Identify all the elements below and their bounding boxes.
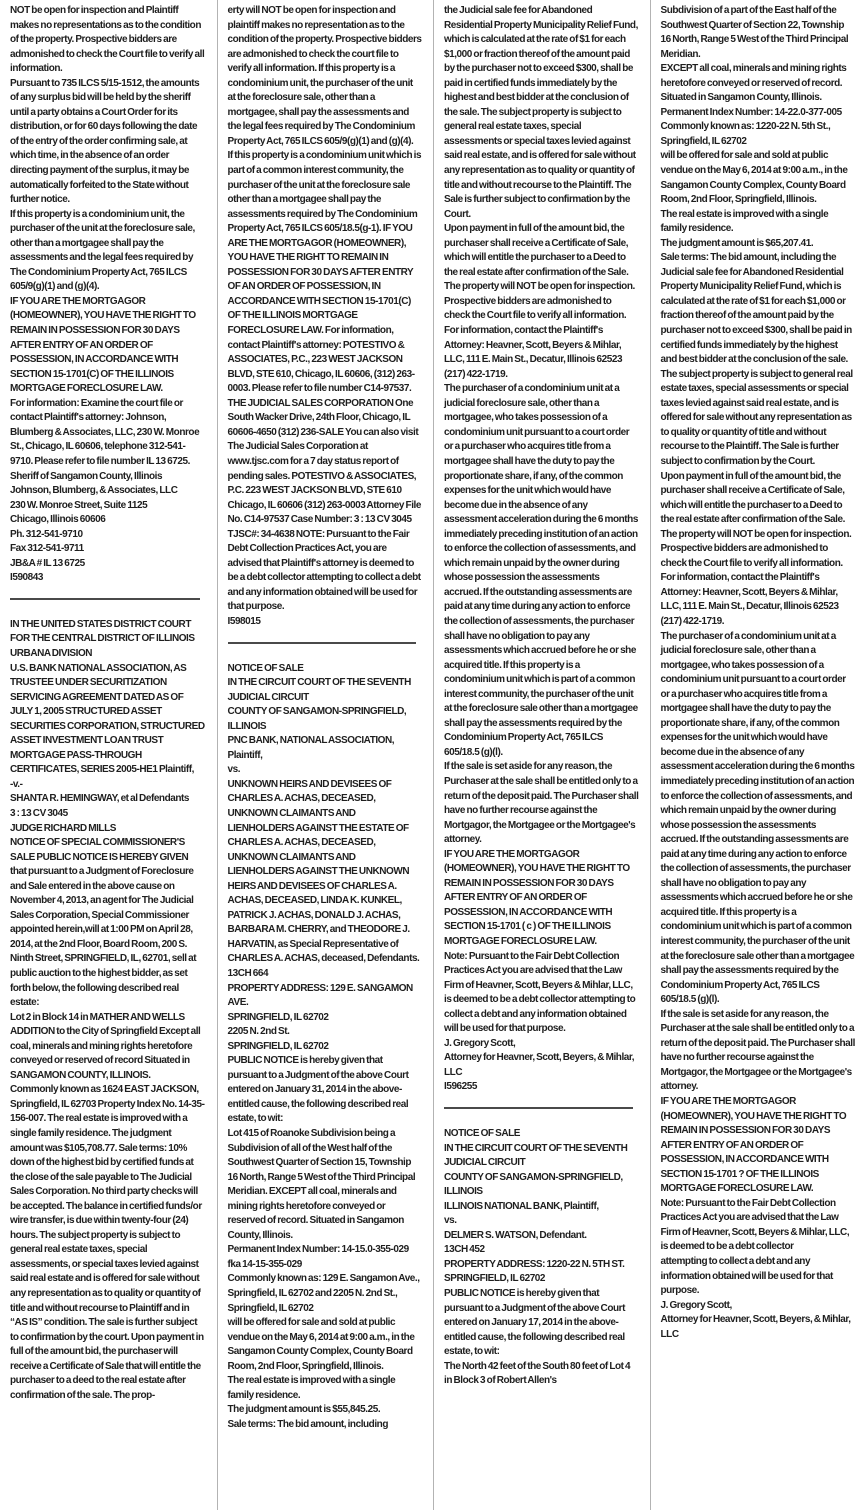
notice-paragraph: Sheriff of Sangamon County, Illinois — [10, 470, 163, 482]
notice-paragraph: J. Gregory Scott, — [660, 1299, 732, 1311]
notice-paragraph: 2205 N. 2nd St. — [227, 1026, 290, 1038]
notice-paragraph: PNC BANK, NATIONAL ASSOCIATION, Plaintiff, — [227, 735, 395, 761]
notice-divider — [10, 598, 200, 600]
notice-paragraph: NOTICE OF SPECIAL COMMISSIONER'S SALE PUBLIC NOTICE IS HEREBY GIVEN that pursuant to a Judgment of Foreclosure and Sale entered in the above cause on November 4, 2013, an agent for The Judicial Sales Corporation, Special Commissioner appointed herein,will at 1:00 PM on April 28, 2014, at the 2nd Floor, Board Room, 200 S. Ninth Street, SPRINGFIELD, IL, 62701, sell at public auction to the highest bidder, as set forth below, the following described real estate: — [10, 837, 197, 1009]
notice-paragraph: 230 W. Monroe Street, Suite 1125 — [10, 499, 148, 511]
notice-paragraph: The North 42 feet of the South 80 feet of Lot 4 in Block 3 of Robert Allen's — [444, 1360, 631, 1387]
notice-paragraph: Johnson, Blumberg, & Associates, LLC — [10, 485, 178, 497]
notice-paragraph: Pursuant to 735 ILCS 5/15-1512, the amounts of any surplus bid will be held by the sheriff until a party obtains a Court Order for its distribution, or for 60 days following the date of the entry of the order confirming sale, at which time, in the absence of an order directing payment of the surplus, it may be automatically forfeited to the State without further notice. — [10, 77, 200, 206]
notice-paragraph: If the sale is set aside for any reason, the Purchaser at the sale shall be entitled only to a return of the deposit paid. The Purchaser shall have no further recourse against the Mortgagor, the Mortgagee or the Mortgagee's attorney. — [444, 761, 639, 846]
notice-paragraph: Upon payment in full of the amount bid, the purchaser shall receive a Certificate of Sale, which will entitle the purchaser to a Deed to the real estate after confirmation of the Sale. — [444, 223, 629, 278]
notice-paragraph: If this property is a condominium unit which is part of a common interest community, the purchaser of the unit at the foreclosure sale other than a mortgagee shall pay the assessments required by The Condominium Property Act, 765 ILCS 605/18.5(g-1). IF YOU ARE THE MORTGAGOR (HOMEOWNER), YOU HAVE THE RIGHT TO REMAIN IN POSSESSION FOR 30 DAYS AFTER ENTRY OF AN ORDER OF POSSESSION, IN ACCORDANCE WITH SECTION 15-1701(C) OF THE ILLINOIS MORTGAGE FORECLOSURE LAW. For information, contact Plaintiff's attorney: POTESTIVO & ASSOCIATES, P.C., 223 WEST JACKSON BLVD, STE 610, Chicago, IL 60606, (312) 263-0003. Please refer to file number C14-97537. THE JUDICIAL SALES CORPORATION One South Wacker Drive, 24th Floor, Chicago, IL 60606-4650 (312) 236-SALE You can also visit The Judicial Sales Corporation at www.tjsc.com for a 7 day status report of pending sales. POTESTIVO & ASSOCIATES, P.C. 223 WEST JACKSON BLVD, STE 610 Chicago, IL 60606 (312) 263-0003 Attorney File No. C14-97537 Case Number: 3 : 13 CV 3045 TJSC#: 34-4638 NOTE: Pursuant to the Fair Debt Collection Practices Act, you are advised that Plaintiff's attorney is deemed to be a debt collector attempting to collect a debt and any information obtained will be used for that purpose. — [227, 150, 422, 613]
notice-paragraph: COUNTY OF SANGAMON-SPRINGFIELD, ILLINOIS — [227, 706, 407, 732]
notice-divider — [444, 1107, 633, 1109]
notice-block — [10, 618, 206, 1404]
notice-paragraph: SPRINGFIELD, IL 62702 — [227, 1011, 329, 1023]
notice-paragraph: I598015 — [227, 615, 261, 627]
notice-column-4 — [650, 0, 866, 1510]
notice-paragraph: Attorney for Heavner, Scott, Beyers, & Mihlar, LLC — [660, 1314, 851, 1340]
notice-paragraph: Commonly known as 1624 EAST JACKSON, Springfield, IL 62703 Property Index No. 14-35-156-007. The real estate is improved with a single family residence. The judgment amount was $105,708.77. Sale terms: 10% down of the highest bid by certified funds at the close of the sale payable to The Judicial Sales Corporation. No third party checks will be accepted. The balance in certified funds/or wire transfer, is due within twenty-four (24) hours. The subject property is subject to general real estate taxes, special assessments, or special taxes levied against said real estate and is offered for sale without any representation as to quality or quantity of title and without recourse to Plaintiff and in “AS IS” condition. The sale is further subject to confirmation by the court. Upon payment in full of the amount bid, the purchaser will receive a Certificate of Sale that will entitle the purchaser to a deed to the real estate after confirmation of the sale. The prop- — [10, 1084, 205, 1401]
notice-paragraph: The real estate is improved with a single family residence. — [660, 208, 829, 235]
notice-paragraph: ILLINOIS NATIONAL BANK, Plaintiff, — [444, 1200, 599, 1212]
notice-paragraph: For information: Examine the court file or contact Plaintiff's attorney: Johnson, Blumberg & Associates, LLC, 230 W. Monroe St., Chicago, IL 60606, telephone 312-541-9710. Please refer to file number IL 13 6725. — [10, 397, 200, 467]
notice-paragraph: Upon payment in full of the amount bid, the purchaser shall receive a Certificate of Sale, which will entitle the purchaser to a Deed to the real estate after confirmation of the Sale. — [660, 470, 845, 526]
notice-paragraph: IN THE CIRCUIT COURT OF THE SEVENTH JUDICIAL CIRCUIT — [444, 1142, 628, 1169]
notice-block — [10, 4, 206, 586]
notice-paragraph: Commonly known as: 1220-22 N. 5th St., Springfield, IL 62702 — [660, 121, 831, 147]
notice-paragraph: If the sale is set aside for any reason, the Purchaser at the sale shall be entitled only to a return of the deposit paid. The Purchaser shall have no further recourse against the Mortgagor, the Mortgagee or the Mortgagee's attorney. — [660, 1008, 855, 1093]
notice-paragraph: Sale terms: The bid amount, including the Judicial sale fee for Abandoned Residential Property Municipality Relief Fund, which is calculated at the rate of $1 for each $1,000 or fraction thereof of the amount paid by the purchaser not to exceed $300, shall be paid in certified funds immediately by the highest and best bidder at the conclusion of the sale. The subject property is subject to general real estate taxes, special assessments or special taxes levied against said real estate, and is offered for sale without any representation as to quality or quantity of title and without recourse to the Plaintiff. The Sale is further subject to confirmation by the Court. — [660, 252, 853, 467]
notice-paragraph: DELMER S. WATSON, Defendant. — [444, 1229, 587, 1241]
notice-paragraph: NOTICE OF SALE — [227, 662, 304, 674]
notice-paragraph: The purchaser of a condominium unit at a judicial foreclosure sale, other than a mortgagee, who takes possession of a condominium unit pursuant to a court order or a purchaser who acquires title from a mortgagee shall have the duty to pay the proportionate share, if any, of the common expenses for the unit which would have become due in the absence of any assessment acceleration during the 6 months immediately preceding institution of an action to enforce the collection of assessments, and which remain unpaid by the owner during whose possession the assessments accrued. If the outstanding assessments are paid at any time during any action to enforce the collection of assessments, the purchaser shall have no obligation to pay any assessments which accrued before he or she acquired title. If this property is a condominium unit which is part of a common interest community, the purchaser of the unit at the foreclosure sale other than a mortgagee shall pay the assessments required by the Condominium Property Act, 765 ILCS 605/18.5 (g)(l). — [444, 383, 638, 758]
notice-paragraph: the Judicial sale fee for Abandoned Residential Property Municipality Relief Fund, which is calculated at the rate of $1 for each $1,000 or fraction thereof of the amount paid by the purchaser not to exceed $300, shall be paid in certified funds immediately by the highest and best bidder at the conclusion of the sale. The subject property is subject to general real estate taxes, special assessments or special taxes levied against said real estate, and is offered for sale without any representation as to quality or quantity of title and without recourse to the Plaintiff. The Sale is further subject to confirmation by the Court. — [444, 5, 638, 220]
notice-paragraph: The judgment amount is $55,845.25. — [227, 1404, 381, 1416]
notice-block — [444, 1127, 639, 1389]
notice-paragraph: erty will NOT be open for inspection and plaintiff makes no representation as to the condition of the property. Prospective bidders are admonished to check the court file to verify all information. If this property is a condominium unit, the purchaser of the unit at the foreclosure sale, other than a mortgagee, shall pay the assessments and the legal fees required by The Condominium Property Act, 765 ILCS 605/9(g)(1) and (g)(4). — [227, 5, 422, 147]
notice-paragraph: IF YOU ARE THE MORTGAGOR (HOMEOWNER), YOU HAVE THE RIGHT TO REMAIN IN POSSESSION FOR 30 DAYS AFTER ENTRY OF AN ORDER OF POSSESSION, IN ACCORDANCE WITH SECTION 15-1701(C) OF THE ILLINOIS MORTGAGE FORECLOSURE LAW. — [10, 295, 196, 395]
notice-paragraph: vs. — [444, 1215, 457, 1227]
notice-paragraph: The purchaser of a condominium unit at a judicial foreclosure sale, other than a mortgagee, who takes possession of a condominium unit pursuant to a court order or a purchaser who acquires title from a mortgagee shall have the duty to pay the proportionate share, if any, of the common expenses for the unit which would have become due in the absence of any assessment acceleration during the 6 months immediately preceding institution of an action to enforce the collection of assessments, and which remain unpaid by the owner during whose possession the assessments accrued. If the outstanding assessments are paid at any time during any action to enforce the collection of assessments, the purchaser shall have no obligation to pay any assessments which accrued before he or she acquired title. If this property is a condominium unit which is part of a common interest community, the purchaser of the unit at the foreclosure sale other than a mortgagee shall pay the assessments required by the Condominium Property Act, 765 ILCS 605/18.5 (g)(l). — [660, 630, 855, 1006]
notice-paragraph: IF YOU ARE THE MORTGAGOR (HOMEOWNER), YOU HAVE THE RIGHT TO REMAIN IN POSSESSION FOR 30 DAYS AFTER ENTRY OF AN ORDER OF POSSESSION, IN ACCORDANCE WITH SECTION 15-1701 ( c ) OF THE ILLINOIS MORTGAGE FORECLOSURE LAW. — [444, 848, 630, 947]
notice-paragraph: PUBLIC NOTICE is hereby given that pursuant to a Judgment of the above Court entered on January 31, 2014 in the above-entitled cause, the following described real estate, to wit: — [227, 1055, 409, 1125]
notice-paragraph: will be offered for sale and sold at public vendue on the May 6, 2014 at 9:00 a.m., in the Sangamon County Complex, County Board Room, 2nd Floor, Springfield, Illinois. — [227, 1317, 415, 1372]
notice-paragraph: PUBLIC NOTICE is hereby given that pursuant to a Judgment of the above Court entered on January 17, 2014 in the above-entitled cause, the following described real estate, to wit: — [444, 1288, 625, 1358]
notice-block — [228, 4, 423, 630]
notice-paragraph: -v.- — [10, 778, 23, 790]
notice-paragraph: Note: Pursuant to the Fair Debt Collection Practices Act you are advised that the Law Firm of Heavner, Scott, Beyers & Mihlar, LLC, is deemed to be a debt collector attempting to collect a debt and any information obtained will be used for that purpose. — [444, 950, 636, 1035]
notice-paragraph: Permanent Index Number: 14-22.0-377-005 — [660, 106, 842, 118]
notice-block — [661, 4, 856, 1342]
notice-paragraph: IF YOU ARE THE MORTGAGOR (HOMEOWNER), YOU HAVE THE RIGHT TO REMAIN IN POSSESSION FOR 30 DAYS AFTER ENTRY OF AN ORDER OF POSSESSION, IN ACCORDANCE WITH SECTION 15-1701 ? OF THE ILLINOIS MORTGAGE FORECLOSURE LAW. — [660, 1096, 847, 1195]
notice-paragraph: 3 : 13 CV 3045 — [10, 807, 68, 819]
notice-paragraph: IN THE UNITED STATES DISTRICT COURT FOR THE CENTRAL DISTRICT OF ILLINOIS URBANA DIVISION — [10, 618, 195, 659]
notice-paragraph: Chicago, Illinois 60606 — [10, 514, 106, 526]
notice-paragraph: Permanent Index Number: 14-15.0-355-029 fka 14-15-355-029 — [227, 1244, 409, 1270]
notice-paragraph: 13CH 664 — [227, 968, 269, 979]
notice-paragraph: Attorney for Heavner, Scott, Beyers, & Mihlar, LLC — [444, 1052, 635, 1078]
notice-paragraph: I590843 — [10, 572, 43, 584]
notice-paragraph: Sale terms: The bid amount, including — [227, 1418, 388, 1430]
notice-paragraph: NOTICE OF SALE — [444, 1128, 520, 1140]
notice-paragraph: Ph. 312-541-9710 — [10, 528, 83, 540]
notice-column-2 — [217, 0, 434, 1510]
notice-paragraph: For information, contact the Plaintiff's Attorney: Heavner, Scott, Beyers & Mihlar, LLC, 111 E. Main St., Decatur, Illinois 62523 (217) 422-1719. — [444, 325, 623, 380]
notice-paragraph: SPRINGFIELD, IL 62702 — [227, 1040, 329, 1052]
notice-block — [228, 662, 423, 1433]
notice-paragraph: I596255 — [444, 1081, 477, 1093]
notice-divider — [228, 642, 417, 644]
notice-paragraph: PROPERTY ADDRESS: 1220-22 N. 5TH ST. — [444, 1258, 625, 1270]
notice-paragraph: JUDGE RICHARD MILLS — [10, 822, 116, 834]
notice-block — [444, 4, 639, 1095]
notice-paragraph: The property will NOT be open for inspection. Prospective bidders are admonished to check the Court file to verify all information. — [660, 528, 852, 569]
notice-paragraph: Lot 415 of Roanoke Subdivision being a Subdivision of all of the West half of the Southwest Quarter of Section 15, Township 16 North, Range 5 West of the Third Principal Meridian. EXCEPT all coal, minerals and mining rights heretofore conveyed or reserved of record. Situated in Sangamon County, Illinois. — [227, 1128, 416, 1241]
notice-paragraph: J. Gregory Scott, — [444, 1037, 516, 1049]
notice-paragraph: attempting to collect a debt and any information obtained will be used for that purpose. — [660, 1256, 833, 1297]
notice-paragraph: SPRINGFIELD, IL 62702 — [444, 1273, 546, 1285]
notice-paragraph: Note: Pursuant to the Fair Debt Collection Practices Act you are advised that the Law Firm of Heavner, Scott, Beyers & Mihlar, LLC, is deemed to be a debt collector — [660, 1197, 850, 1253]
notice-paragraph: COUNTY OF SANGAMON-SPRINGFIELD, ILLINOIS — [444, 1171, 623, 1198]
notice-paragraph: UNKNOWN HEIRS AND DEVISEES OF CHARLES A. ACHAS, DECEASED, UNKNOWN CLAIMANTS AND LIENHOLDERS AGAINST THE ESTATE OF CHARLES A. ACHAS, DECEASED, UNKNOWN CLAIMANTS AND LIENHOLDERS AGAINST THE UNKNOWN HEIRS AND DEVISEES OF CHARLES A. ACHAS, DECEASED, LINDA K. KUNKEL, PATRICK J. ACHAS, DONALD J. ACHAS, BARBARA M. CHERRY, and THEODORE J. HARVATIN, as Special Representative of CHARLES A. ACHAS, deceased, Defendants. — [227, 778, 420, 965]
notice-paragraph: The judgment amount is $65,207.41. — [660, 237, 814, 249]
notice-paragraph: PROPERTY ADDRESS: 129 E. SANGAMON AVE. — [227, 982, 413, 1009]
notice-paragraph: The property will NOT be open for inspection. Prospective bidders are admonished to check the Court file to verify all information. — [444, 281, 635, 322]
notice-column-1 — [0, 0, 217, 1510]
notice-paragraph: 13CH 452 — [444, 1244, 485, 1256]
notice-column-3 — [433, 0, 650, 1510]
notice-paragraph: IN THE CIRCUIT COURT OF THE SEVENTH JUDICIAL CIRCUIT — [227, 677, 411, 703]
notice-paragraph: If this property is a condominium unit, the purchaser of the unit at the foreclosure sale, other than a mortgagee shall pay the assessments and the legal fees required by The Condominium Property Act, 765 ILCS 605/9(g)(1) and (g)(4). — [10, 208, 195, 293]
notice-paragraph: SHANTA R. HEMINGWAY, et al Defendants — [10, 793, 190, 805]
notice-paragraph: Fax 312-541-9711 — [10, 543, 84, 555]
notice-paragraph: vs. — [227, 764, 241, 776]
notice-paragraph: NOT be open for inspection and Plaintiff makes no representations as to the condition of the property. Prospective bidders are admonished to check the Court file to verify all information. — [10, 5, 205, 75]
notice-paragraph: Commonly known as: 129 E. Sangamon Ave., Springfield, IL 62702 and 2205 N. 2nd St., Springfield, IL 62702 — [227, 1273, 420, 1314]
notice-paragraph: For information, contact the Plaintiff's Attorney: Heavner, Scott, Beyers & Mihlar, LLC, 111 E. Main St., Decatur, Illinois 62523 (217) 422-1719. — [660, 572, 839, 627]
notice-paragraph: Subdivision of a part of the East half of the Southwest Quarter of Section 22, Township 16 North, Range 5 West of the Third Principal Meridian. — [660, 5, 849, 60]
notice-paragraph: Lot 2 in Block 14 in MATHER AND WELLS ADDITION to the City of Springfield Except all coal, minerals and mining rights heretofore conveyed or reserved of record Situated in SANGAMON COUNTY, ILLINOIS. — [10, 1011, 201, 1081]
notice-paragraph: U.S. BANK NATIONAL ASSOCIATION, AS TRUSTEE UNDER SECURITIZATION SERVICING AGREEMENT DATED AS OF JULY 1, 2005 STRUCTURED ASSET SECURITIES CORPORATION, STRUCTURED ASSET INVESTMENT LOAN TRUST MORTGAGE PASS-THROUGH CERTIFICATES, SERIES 2005-HE1 Plaintiff, — [10, 662, 205, 776]
notice-paragraph: will be offered for sale and sold at public vendue on the May 6, 2014 at 9:00 a.m., in the Sangamon County Complex, County Board Room, 2nd Floor, Springfield, Illinois. — [660, 150, 848, 206]
notice-paragraph: EXCEPT all coal, minerals and mining rights heretofore conveyed or reserved of record. Situated in Sangamon County, Illinois. — [660, 63, 847, 104]
notice-paragraph: The real estate is improved with a single family residence. — [227, 1375, 396, 1401]
notice-paragraph: JB&A # IL 13 6725 — [10, 557, 85, 569]
